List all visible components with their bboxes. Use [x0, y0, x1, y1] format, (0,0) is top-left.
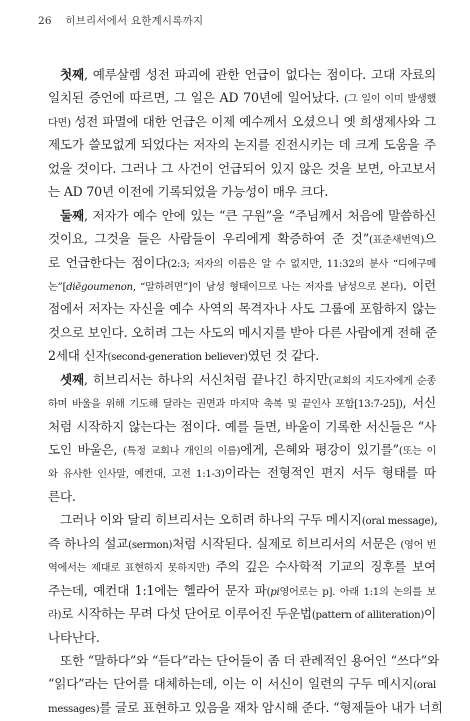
small-text-segment: 다면)	[48, 117, 75, 129]
small-text-segment: (second-generation believer)	[107, 352, 248, 364]
text-segment: 으	[424, 231, 436, 247]
small-text-segment: (표준새번역)	[368, 235, 425, 247]
small-text-segment: (oral	[413, 680, 436, 692]
text-segment: 이라는 전형적인 편지 서두 형태를 따	[224, 465, 436, 481]
small-text-segment: (영어 번	[400, 539, 436, 551]
text-segment: 처럼 시작된다. 실제로 히브리서의 서문은	[172, 535, 401, 551]
text-segment: 로 시작하는 무려 다섯 단어로 이루어진 두운법	[61, 606, 312, 622]
text-line	[48, 86, 436, 109]
text-line	[48, 415, 436, 438]
text-segment: “읽다”라는 단어를 대체하는데, 이는 이 서신이 일련의 구두 메시지	[48, 676, 414, 692]
small-text-segment: (pattern of alliteration)	[311, 610, 425, 622]
text-line	[48, 485, 436, 508]
text-segment: 2세대 신자	[48, 348, 108, 364]
text-segment: 도인 바울은,	[48, 442, 123, 457]
text-line	[48, 110, 436, 133]
text-line	[48, 649, 439, 672]
text-line	[48, 133, 436, 156]
text-segment: , 예루살렘 성전 파괴에 관한 언급이 없다는 점이다. 고대 자료의	[83, 67, 436, 82]
text-line	[48, 344, 436, 367]
text-line	[48, 696, 443, 719]
text-line	[48, 297, 436, 320]
small-text-segment: (특정 교회나 개인의 이름)	[122, 446, 241, 457]
text-segment: 로 언급한다는 점이다	[48, 254, 168, 270]
text-line	[48, 555, 436, 578]
small-text-segment: 영어로는 p]. 아래 1:1의 논의를 보	[279, 586, 436, 598]
small-text-segment: (oral message)	[361, 516, 434, 528]
text-segment: 것으로 보인다. 오히려 그는 사도의 메시지를 받아 다른 사람에게 전해 준	[48, 324, 437, 340]
small-text-segment: diēgoumenon	[66, 281, 133, 293]
text-line	[48, 579, 436, 602]
small-text-segment: (	[266, 586, 271, 598]
text-segment: 제도가 쓸모없게 되었다는 저자의 논지를 진전시키는 데 크게 도움을 주	[48, 137, 436, 153]
small-text-segment: 역에서는 제대로 표현하지 못하지만)	[48, 563, 210, 575]
small-text-segment: (sermon)	[128, 539, 173, 551]
small-text-segment: 와 유사한 인사말, 예컨대, 고전 1:1-3)	[48, 469, 225, 481]
text-segment: 또한 “말하다”와 “듣다”라는 단어들이 좀 더 관례적인 용어인 “쓰다”와	[60, 652, 439, 668]
text-segment: 나타난다.	[48, 629, 100, 645]
text-segment: . 이런	[403, 277, 436, 293]
text-segment: 점에서 저자는 자신을 예수 사역의 목격자나 사도 그룹에 포함하지 않는	[48, 301, 436, 317]
page-number: 26	[38, 15, 52, 27]
text-line	[48, 532, 436, 555]
text-line	[48, 274, 436, 297]
small-text-segment: 하며 바울을 위해 기도해 달라는 권면과 마지막 축복 및 끝인사 포함[13:7-25])	[48, 399, 403, 411]
small-text-segment: (2:3; 저자의 이름은 알 수 없지만, 11:32의 분사 “디에구메	[167, 258, 436, 270]
paragraph-lead-word: 셋째	[60, 371, 84, 387]
text-segment: ,	[433, 512, 438, 528]
text-segment: 주의 깊은 수사학적 기교의 징후를 보여	[209, 559, 436, 575]
small-text-segment: pi	[270, 586, 280, 598]
running-header	[38, 13, 203, 28]
body-text	[48, 63, 443, 719]
small-text-segment: (교회의 지도자에게 순종	[328, 375, 437, 387]
text-line	[48, 321, 436, 344]
text-segment: 그러나 이와 달리 히브리서는 오히려 하나의 구두 메시지	[60, 512, 362, 528]
text-segment: 는 AD 70년 이전에 기록되었을 가능성이 매우 크다.	[48, 184, 329, 200]
text-line	[48, 508, 436, 531]
text-segment: , 저자가 예수 안에 있는 “큰 구원”을 “주님께서 처음에 말씀하신	[83, 207, 436, 223]
text-segment: , 서신	[402, 395, 436, 411]
paragraph-lead-word: 첫째	[60, 67, 84, 82]
small-text-segment: (그 일이 이미 발생했	[344, 94, 436, 106]
text-line	[48, 391, 436, 414]
text-segment: 처럼 시작하지 않는다는 점이다. 예를 들면, 바울이 기록한 서신들은 “사	[48, 418, 436, 434]
text-segment: 른다.	[48, 488, 76, 504]
text-line	[48, 63, 436, 86]
text-segment: 를 글로 표현하고 있음을 재차 암시해 준다. “형제들아 내가 너희	[99, 699, 443, 715]
text-line	[48, 227, 436, 250]
text-line	[48, 438, 436, 461]
running-title: 히브리서에서 요한계시록까지	[65, 15, 204, 27]
paragraph-lead-word: 둘째	[60, 207, 84, 223]
text-segment: 일치된 증언에 따르면, 그 일은 AD 70년에 일어났다.	[48, 90, 345, 106]
text-line	[48, 251, 436, 274]
text-line	[48, 461, 436, 484]
text-segment: , 히브리서는 하나의 서신처럼 끝나긴 하지만	[83, 371, 329, 387]
text-line	[48, 368, 436, 391]
small-text-segment: (또는 이	[398, 446, 436, 457]
text-segment: 였던 것 같다.	[247, 348, 320, 364]
small-text-segment: 라)	[48, 610, 62, 622]
text-line	[48, 180, 436, 203]
text-line	[48, 204, 436, 227]
text-segment: 이	[424, 606, 436, 622]
text-segment: 에게, 은혜와 평강이 있기를”	[240, 442, 399, 457]
text-line	[48, 602, 436, 625]
small-text-segment: messages)	[48, 703, 100, 715]
small-text-segment: , “말하려면”]이 남성 형태이므로 나는 저자를 남성으로 본다)	[132, 281, 404, 293]
text-segment: 주는데, 예컨대 1:1에는 헬라어 문자 파	[48, 582, 267, 598]
text-line	[48, 672, 436, 695]
text-segment: 성전 파멸에 대한 언급은 이제 예수께서 오셨으니 옛 희생제사와 그	[74, 113, 436, 129]
text-segment: 었을 것이다. 그러나 그 사건이 언급되어 있지 않은 것을 보면, 아고보서	[48, 160, 436, 176]
text-segment: 것이요, 그것을 들은 사람들이 우리에게 확증하여 준 것”	[48, 231, 369, 247]
text-line	[48, 157, 436, 180]
text-line	[48, 626, 436, 649]
text-segment: 즉 하나의 설교	[48, 535, 129, 551]
small-text-segment: 논”[	[48, 281, 67, 293]
